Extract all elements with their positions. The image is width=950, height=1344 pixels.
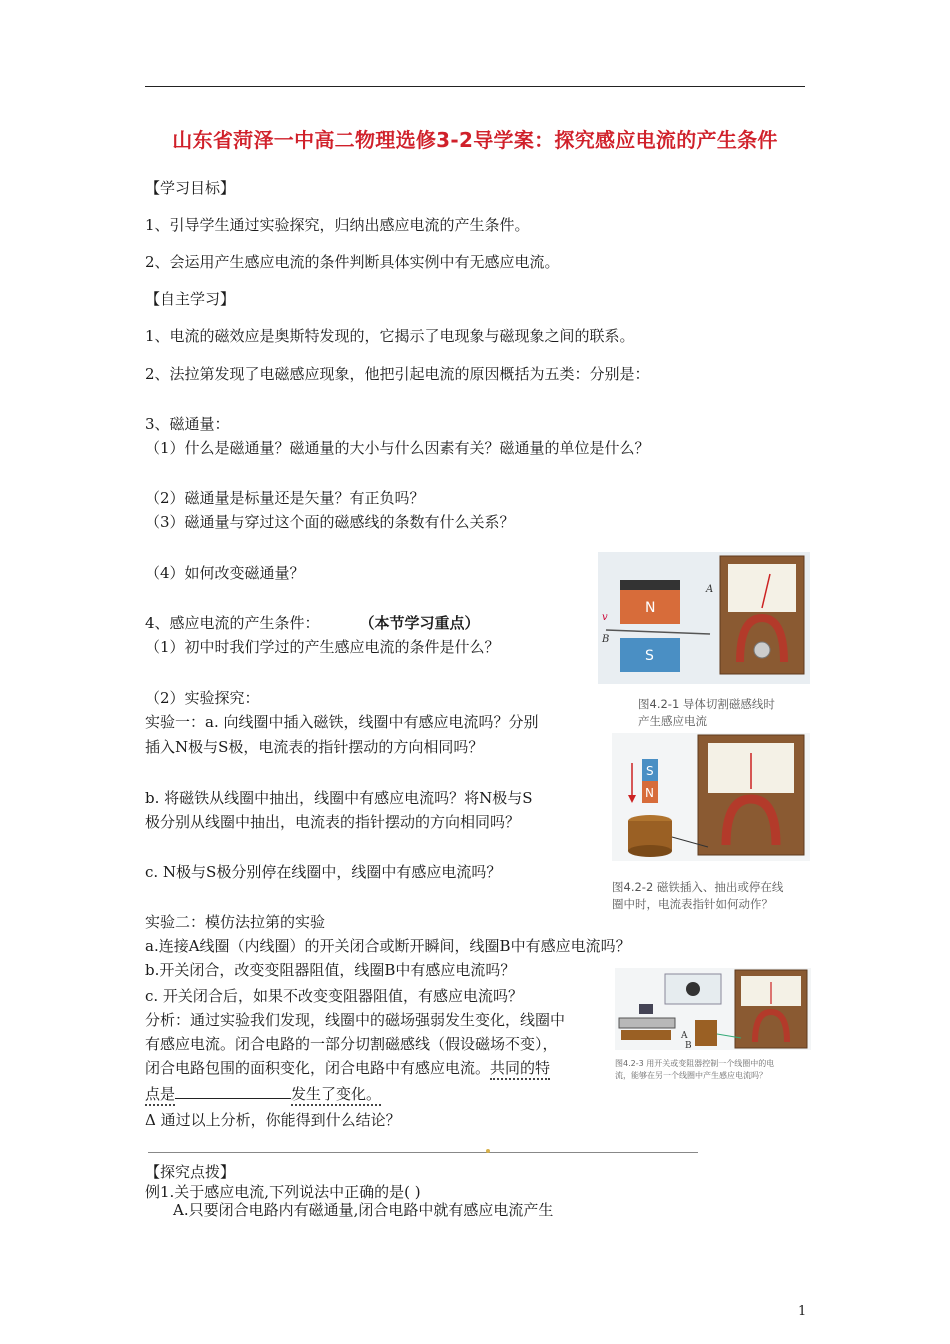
exp2-c: c. 开关闭合后，如果不改变变阻器阻值，有感应电流吗？ [145,987,523,1005]
exp1-a-line1: 实验一：a. 向线圈中插入磁铁，线圈中有感应电流吗？分别 [145,713,539,731]
flux-question-1: （1）什么是磁通量？磁通量的大小与什么因素有关？磁通量的单位是什么？ [145,439,650,457]
section-heading-goals: 【学习目标】 [145,179,236,197]
exp2-b: b.开关闭合，改变变阻器阻值，线圈B中有感应电流吗？ [145,961,516,979]
fill-in-blank[interactable] [175,1084,291,1099]
rheostat-coil [621,1030,671,1040]
figure-3-caption-line1: 图4.2-3 用开关或变阻器控制一个线圈中的电 [615,1059,775,1068]
magnet-n-label: N [645,600,656,616]
exp1-a-line2: 插入N极与S极，电流表的指针摆动的方向相同吗？ [145,738,484,756]
section-heading-self-study: 【自主学习】 [145,290,236,308]
condition-heading: 4、感应电流的产生条件： [145,614,320,632]
exp2-a: a.连接A线圈（内线圈）的开关闭合或断开瞬间，线圈B中有感应电流吗？ [145,937,631,955]
self-study-item-1: 1、电流的磁效应是奥斯特发现的，它揭示了电现象与磁现象之间的联系。 [145,327,635,345]
point-b-label: B [602,634,610,645]
self-study-item-4 [145,613,480,633]
section-heading-guidance: 【探究点拨】 [145,1163,236,1181]
figure-4-2-1 [598,552,810,727]
example-1: 例1.关于感应电流,下列说法中正确的是( ) [145,1183,421,1201]
exp1-b-line2: 极分别从线圈中抽出，电流表的指针摆动的方向相同吗？ [145,813,521,831]
analysis-line-2: 有感应电流。闭合电路的一部分切割磁感线（假设磁场不变）， [145,1035,558,1053]
figure-4-2-2 [612,733,810,913]
emphasis-changed: 发生了变化。 [291,1085,381,1106]
key-point-label: （本节学习重点） [359,614,480,632]
emphasis-common-feature: 共同的特 [490,1059,550,1080]
flux-question-4: （4）如何改变磁通量？ [145,564,305,582]
point-a-label: A [706,584,714,595]
page-title: 山东省菏泽一中高二物理选修3-2导学案：探究感应电流的产生条件 [172,128,778,152]
power-supply-dial [686,982,700,996]
self-study-item-3: 3、磁通量： [145,415,230,433]
figure-1-caption-line2: 产生感应电流 [638,714,707,728]
coil-b [695,1020,717,1046]
analysis-line-1: 分析：通过实验我们发现，线圈中的磁场强弱发生变化，线圈中 [145,1011,566,1029]
emphasis-point: 点是 [145,1085,175,1106]
example-1-option-a: A.只要闭合电路内有磁通量,闭合电路中就有感应电流产生 [173,1201,554,1219]
conclusion-question: Δ 通过以上分析，你能得到什么结论？ [145,1111,401,1129]
coil-bottom [628,845,672,857]
velocity-label: v [602,612,608,623]
switch [639,1004,653,1014]
magnet-s-label: S [645,648,654,664]
figure-2-caption-line2: 圈中时，电流表指针如何动作？ [612,897,773,911]
goal-2: 2、会运用产生感应电流的条件判断具体实例中有无感应电流。 [145,253,560,271]
condition-question-2: （2）实验探究： [145,689,260,707]
goal-1: 1、引导学生通过实验探究，归纳出感应电流的产生条件。 [145,216,530,234]
bar-magnet-n-label: N [645,786,654,800]
flux-question-3: （3）磁通量与穿过这个面的磁感线的条数有什么关系？ [145,513,515,531]
header-rule [145,86,805,87]
figure-2-caption-line1: 图4.2-2 磁铁插入、抽出或停在线 [612,880,784,894]
rheostat [619,1018,675,1028]
exp1-c: c. N极与S极分别停在线圈中，线圈中有感应电流吗？ [145,863,502,881]
exp1-b-line1: b. 将磁铁从线圈中抽出，线圈中有感应电流吗？将N极与S [145,789,533,807]
bar-magnet-s-label: S [646,764,654,778]
magnet-coil-diagram [612,733,810,861]
self-study-item-2: 2、法拉第发现了电磁感应现象，他把引起电流的原因概括为五类：分别是： [145,365,650,383]
flux-question-2: （2）磁通量是标量还是矢量？有正负吗？ [145,489,425,507]
exp2-heading: 实验二：模仿法拉第的实验 [145,913,326,931]
page-number: 1 [798,1304,807,1319]
figure-1-caption-line1: 图4.2-1 导体切割磁感线时 [638,697,775,711]
analysis-line-3 [145,1058,550,1078]
analysis-line-3-text: 闭合电路包围的面积变化，闭合电路中有感应电流。 [145,1059,491,1077]
coil-b-label: B [685,1041,692,1050]
coil-a-label: A [681,1031,688,1041]
condition-question-1: （1）初中时我们学过的产生感应电流的条件是什么？ [145,638,500,656]
section-divider [148,1152,698,1153]
magnet-top-pole [620,580,680,590]
figure-4-2-3 [615,968,811,1080]
analysis-line-4 [145,1084,381,1104]
faraday-experiment-diagram [615,968,811,1050]
figure-3-caption-line2: 流，能够在另一个线圈中产生感应电流吗？ [615,1071,767,1080]
galvanometer-coil [754,642,770,658]
divider-dot [486,1149,490,1153]
induction-cutting-diagram [598,552,810,684]
